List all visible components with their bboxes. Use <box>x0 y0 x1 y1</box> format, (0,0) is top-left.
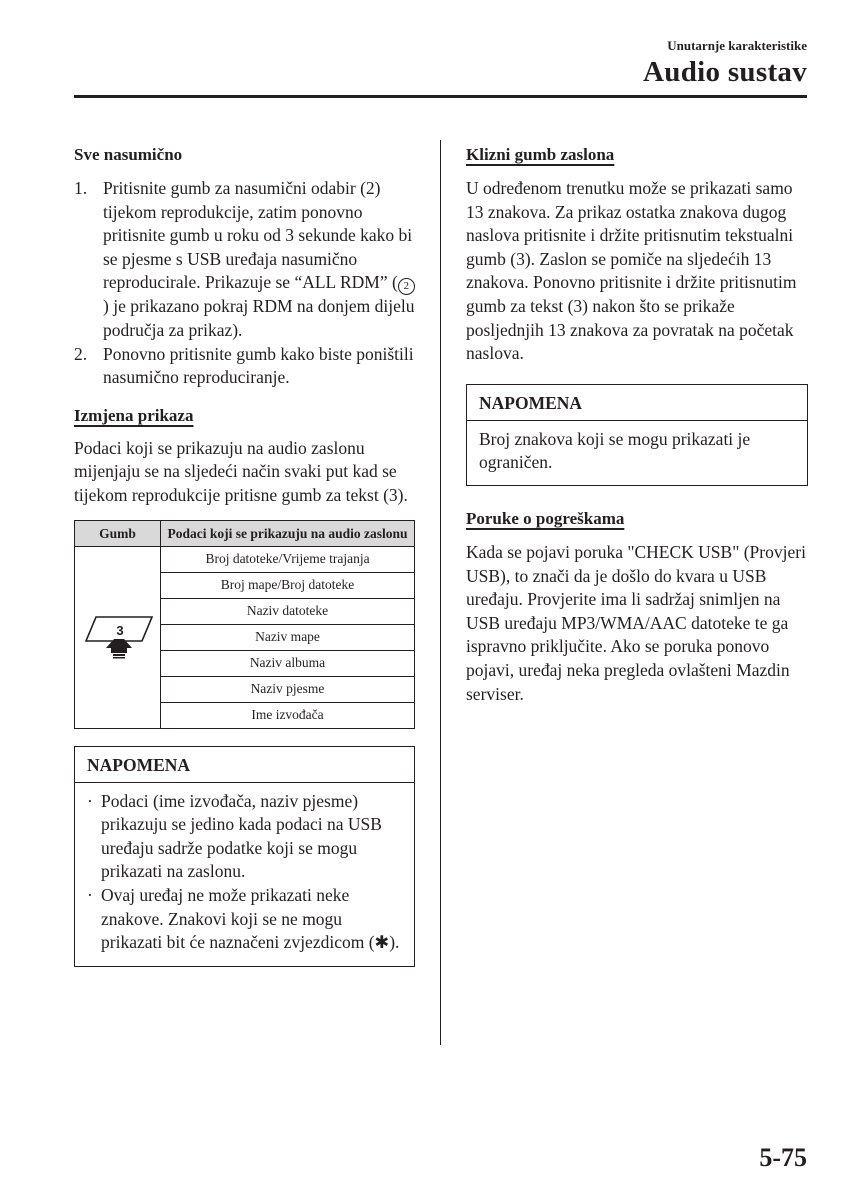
display-text: Podaci koji se prikazuju na audio zaslonu mijenjaju se na sljedeći način svaki put kad se tijekom reprodukcije pritisne gumb za tekst (3). <box>74 437 408 505</box>
note-bullet-text <box>101 884 402 956</box>
step-text <box>103 177 415 343</box>
note-box <box>466 384 808 486</box>
table-cell: Broj mape/Broj datoteke <box>161 572 415 598</box>
scroll-heading: Klizni gumb zaslona <box>466 145 615 164</box>
left-column <box>74 143 415 967</box>
display-heading: Izmjena prikaza <box>74 405 194 425</box>
error-heading: Poruke o pogreškama <box>466 508 625 528</box>
step-text: Ponovno pritisnite gumb kako biste poništili nasumično reproduciranje. <box>103 343 414 388</box>
asterisk-icon: ✱ <box>374 933 390 954</box>
note-bullet-text: Podaci (ime izvođača, naziv pjesme) prikazuju se jedino kada podaci na USB uređaju sadrže podatke koji se mogu prikazati na zaslonu. <box>101 790 382 882</box>
column-divider <box>440 140 441 1045</box>
error-text: Kada se pojavi poruka "CHECK USB" (Provjeri USB), to znači da je došlo do kvara u USB uređaju. Provjerite ima li sadržaj snimljen na USB uređaju MP3/WMA/AAC datoteke te ga ispravno priključite. Ako se poruka ponovo pojavi, uređaj neka pregleda ovlašteni Mazdin serviser. <box>466 541 806 704</box>
note-bullet <box>87 790 402 884</box>
step-number: 1. <box>74 178 88 198</box>
note-title: NAPOMENA <box>467 385 807 421</box>
table-cell: Naziv datoteke <box>161 598 415 624</box>
header-section: Unutarnje karakteristike <box>667 38 807 53</box>
step-item <box>74 177 415 343</box>
note-body <box>467 421 807 485</box>
shuffle-steps <box>74 177 415 390</box>
table-cell: Naziv mape <box>161 624 415 650</box>
header-rule <box>74 95 807 98</box>
table-cell: Ime izvođača <box>161 702 415 728</box>
step-item <box>74 343 415 390</box>
step-text-part: ) je prikazano pokraj RDM na donjem dijelu područja za prikaz). <box>103 296 415 340</box>
table-row <box>75 546 415 572</box>
shuffle-heading: Sve nasumično <box>74 145 183 164</box>
scroll-text: U određenom trenutku može se prikazati samo 13 znakova. Za prikaz ostatka znakova dugog naslova pritisnite i držite pritisnutim tekstualni gumb (3). Zaslon se pomiče na sljedećih 13 znakova. Ponovno pritisnite i držite pritisnutim gumb za tekst (3) nakon što se prikaže posljednjih 13 znakova za povratak na početak naslova. <box>466 178 797 364</box>
text-button-icon <box>82 611 154 659</box>
note-title: NAPOMENA <box>75 747 414 783</box>
table-cell: Naziv pjesme <box>161 676 415 702</box>
table-cell: Broj datoteke/Vrijeme trajanja <box>161 546 415 572</box>
page-number: 5-75 <box>759 1143 807 1172</box>
display-table <box>74 520 415 729</box>
note-text-part: Ovaj uređaj ne može prikazati neke znakove. Znakovi koji se ne mogu prikazati bit će naznačeni zvjezdicom ( <box>101 884 375 953</box>
table-cell: Naziv albuma <box>161 650 415 676</box>
bullet-dot: · <box>87 790 93 811</box>
text-button-cell <box>75 546 161 728</box>
note-text: Broj znakova koji se mogu prikazati je ograničen. <box>479 428 751 473</box>
note-text-part: ). <box>389 932 400 953</box>
note-box <box>74 746 415 967</box>
note-body <box>75 783 414 966</box>
table-header-data: Podaci koji se prikazuju na audio zaslonu <box>161 520 415 546</box>
note-bullet <box>87 884 402 956</box>
step-text-part: Pritisnite gumb za nasumični odabir (2) tijekom reprodukcije, zatim ponovno pritisnite gumb u roku od 3 sekunde kako bi se pjesme s USB uređaja nasumično reproducirale. Prikazuje se “ALL RDM” ( <box>103 178 413 293</box>
right-column <box>466 143 808 706</box>
table-header-button: Gumb <box>75 520 161 546</box>
page-title: Audio sustav <box>643 56 807 88</box>
bullet-dot: · <box>87 884 93 905</box>
random-mode-icon: 2 <box>398 278 415 295</box>
button-number-label: 3 <box>115 622 124 638</box>
step-number: 2. <box>74 343 88 364</box>
